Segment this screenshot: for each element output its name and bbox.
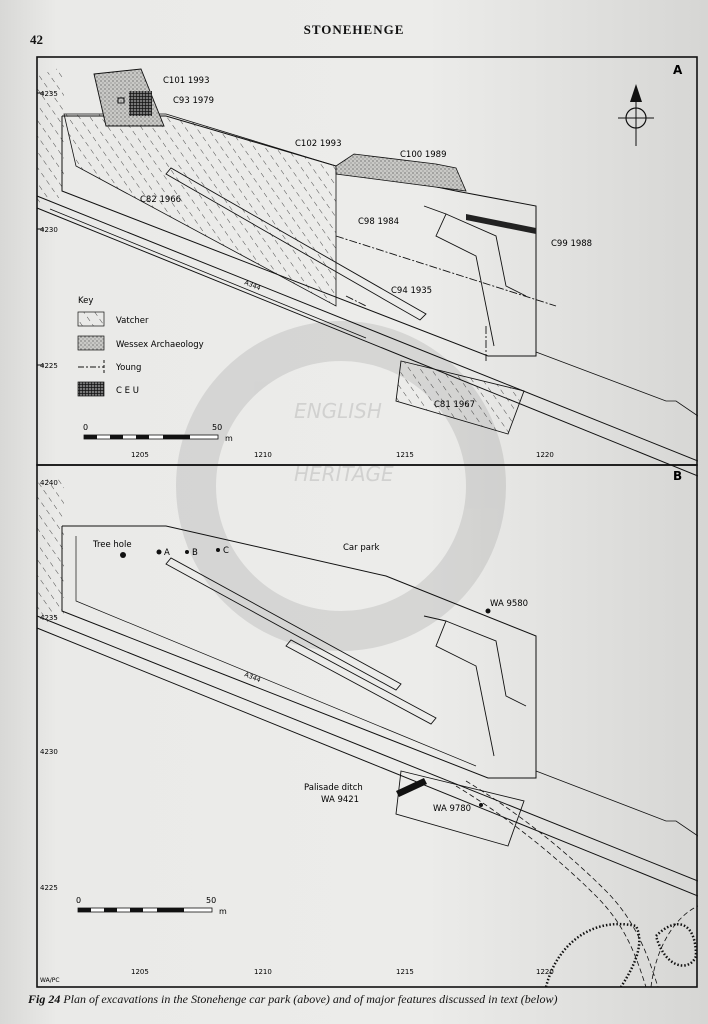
legend-title: Key bbox=[78, 296, 94, 306]
svg-text:50: 50 bbox=[206, 896, 217, 905]
label-palisade-ditch: Palisade ditch bbox=[304, 783, 363, 793]
earthwork bbox=[546, 924, 639, 987]
label-c82: C82 1966 bbox=[140, 195, 182, 205]
label-tree-hole: Tree hole bbox=[93, 540, 132, 550]
young-trench bbox=[336, 236, 556, 306]
svg-text:0: 0 bbox=[83, 423, 89, 432]
label-wa9580: WA 9580 bbox=[490, 599, 529, 609]
label-car-park: Car park bbox=[343, 543, 380, 553]
label-c93: C93 1979 bbox=[173, 96, 215, 106]
label-c98: C98 1984 bbox=[358, 217, 400, 227]
caption-text: Plan of excavations in the Stonehenge car park (above) and of major features discussed in text (below) bbox=[63, 992, 558, 1006]
easting-label: 1220 bbox=[536, 451, 554, 459]
label-c94: C94 1935 bbox=[391, 286, 433, 296]
easting-label: 1205 bbox=[131, 968, 149, 976]
tree-hole-marker bbox=[120, 552, 126, 558]
watermark-line-1: ENGLISH bbox=[294, 399, 382, 423]
vatcher-area bbox=[37, 66, 64, 206]
label-a: A bbox=[164, 548, 170, 558]
northing-label: 4230 bbox=[40, 748, 58, 756]
label-c100: C100 1989 bbox=[400, 150, 447, 160]
palisade-ditch bbox=[396, 778, 427, 797]
watermark-line-2: HERITAGE bbox=[294, 462, 394, 486]
label-b: B bbox=[192, 548, 198, 558]
svg-text:m: m bbox=[219, 907, 227, 916]
caption-label: Fig 24 bbox=[28, 992, 61, 1006]
label-wa9780: WA 9780 bbox=[433, 804, 472, 814]
northing-label: 4225 bbox=[40, 884, 58, 892]
legend-item: Vatcher bbox=[116, 316, 149, 326]
point-b-marker bbox=[185, 550, 189, 554]
svg-text:m: m bbox=[225, 434, 233, 443]
figure bbox=[36, 56, 698, 989]
point-c-marker bbox=[216, 548, 220, 552]
credit: WA/PC bbox=[40, 977, 60, 984]
easting-label: 1215 bbox=[396, 451, 414, 459]
label-c99: C99 1988 bbox=[551, 239, 593, 249]
northing-label: 4225 bbox=[40, 362, 58, 370]
label-road: A344 bbox=[243, 278, 262, 293]
panel-a-label: A bbox=[673, 63, 683, 77]
label-c: C bbox=[223, 546, 229, 556]
earthwork bbox=[656, 924, 696, 965]
panel-b bbox=[37, 465, 698, 987]
point-a-marker bbox=[157, 550, 162, 555]
legend-item: C E U bbox=[116, 386, 139, 396]
figure-caption bbox=[28, 992, 698, 1007]
label-wa9421: WA 9421 bbox=[321, 795, 360, 805]
svg-text:50: 50 bbox=[212, 423, 223, 432]
wa9780-marker bbox=[479, 803, 483, 807]
easting-label: 1215 bbox=[396, 968, 414, 976]
easting-label: 1220 bbox=[536, 968, 554, 976]
legend bbox=[78, 296, 204, 396]
page-number: 42 bbox=[30, 32, 43, 47]
wa9580-marker bbox=[486, 609, 491, 614]
north-arrow-icon bbox=[618, 84, 654, 146]
running-head: STONEHENGE bbox=[303, 22, 405, 37]
northing-label: 4230 bbox=[40, 226, 58, 234]
ceu-area bbox=[129, 91, 152, 116]
c99-strip bbox=[466, 214, 536, 234]
panel-b-label: B bbox=[673, 469, 683, 483]
easting-label: 1210 bbox=[254, 968, 272, 976]
label-c101: C101 1993 bbox=[163, 76, 210, 86]
label-c102: C102 1993 bbox=[295, 139, 342, 149]
easting-label: 1210 bbox=[254, 451, 272, 459]
label-road: A344 bbox=[243, 670, 262, 685]
legend-item: Wessex Archaeology bbox=[116, 340, 204, 350]
label-c81: C81 1967 bbox=[434, 400, 476, 410]
easting-label: 1205 bbox=[131, 451, 149, 459]
legend-item: Young bbox=[116, 363, 142, 373]
scale-bar bbox=[76, 896, 227, 916]
svg-text:0: 0 bbox=[76, 896, 82, 905]
